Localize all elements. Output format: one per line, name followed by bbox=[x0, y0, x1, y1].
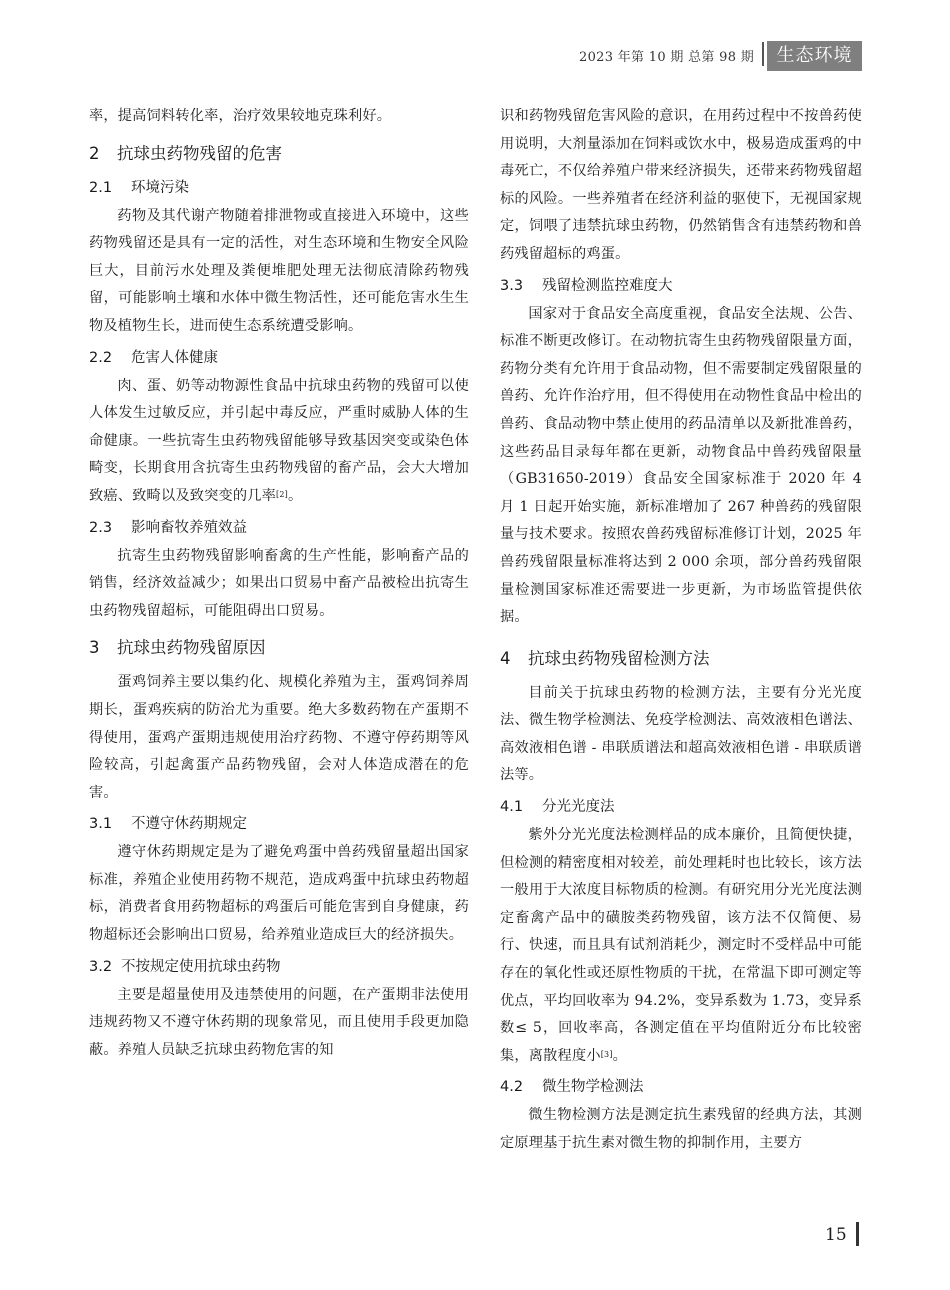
subsection-heading-4-1: 4.1 分光光度法 bbox=[500, 799, 615, 816]
page-number: 15 bbox=[825, 1225, 847, 1245]
section-heading-2: 2 抗球虫药物残留的危害 bbox=[89, 143, 282, 163]
subsection-heading-2-1: 2.1 环境污染 bbox=[89, 179, 189, 196]
paragraph-4: 目前关于抗球虫药物的检测方法，主要有分光光度法、微生物学检测法、免疫学检测法、高效液相色谱法、高效液相色谱 - 串联质谱法和超高效液相色谱 - 串联质谱法等。 bbox=[500, 684, 862, 784]
subsection-heading-3-1: 3.1 不遵守休药期规定 bbox=[89, 816, 247, 833]
paragraph-3-3: 国家对于食品安全高度重视，食品安全法规、公告、标准不断更改修订。在动物抗寄生虫药物残留限量方面，药物分类有允许用于食品动物，但不需要制定残留限量的兽药、允许作治疗用，但不得使用在动物性食品中检出的兽药、食品动物中禁止使用的药品清单以及新批准兽药，这些药品目录每年都在更新，动物食品中兽药残留限量（GB31650-2019）食品安全国家标准于 2020 年 4 月 1 日起开始实施，新标准增加了 267 种兽药的残留限量与技术要求。按照农兽药残留标准修订计划，2025 年兽药残留限量标准将达到 2 000 余项，部分兽药残留限量检测国家标准还需要进一步更新，为市场监管提供依据。 bbox=[500, 305, 862, 626]
citation-ref-3: [3] bbox=[600, 1049, 613, 1059]
subsection-heading-2-2: 2.2 危害人体健康 bbox=[89, 349, 218, 366]
section-heading-3: 3 抗球虫药物残留原因 bbox=[89, 638, 266, 658]
paragraph-3-1: 遵守休药期规定是为了避免鸡蛋中兽药残留量超出国家标准，养殖企业使用药物不规范，造成鸡蛋中抗球虫药物超标，消费者食用药物超标的鸡蛋后可能危害到自身健康，药物超标还会影响出口贸易，给养殖业造成巨大的经济损失。 bbox=[89, 844, 469, 944]
section-heading-4: 4 抗球虫药物残留检测方法 bbox=[500, 648, 710, 668]
citation-ref-2: [2] bbox=[276, 489, 288, 499]
page-number-bar bbox=[856, 1222, 859, 1246]
paragraph-2-1: 药物及其代谢产物随着排泄物或直接进入环境中，这些药物残留还是具有一定的活性，对生态环境和生物安全风险巨大，目前污水处理及粪便堆肥处理无法彻底清除药物残留，可能影响土壤和水体中微生物活性，还可能危害水生生物及植物生长，进而使生态系统遭受影响。 bbox=[89, 207, 469, 334]
paragraph-2-2: 肉、蛋、奶等动物源性食品中抗球虫药物的残留可以使人体发生过敏反应，并引起中毒反应，严重时威胁人体的生命健康。一些抗寄生虫药物残留能够导致基因突变或染色体畸变，长期食用含抗寄生虫药物残留的畜产品，会大大增加致癌、致畸以及致突变的几率[2]。 bbox=[89, 377, 469, 504]
subsection-heading-2-3: 2.3 影响畜牧养殖效益 bbox=[89, 519, 247, 536]
paragraph-continued-right: 识和药物残留危害风险的意识，在用药过程中不按兽药使用说明，大剂量添加在饲料或饮水中，极易造成蛋鸡的中毒死亡，不仅给养殖户带来经济损失，还带来药物残留超标的风险。一些养殖者在经济利益的驱使下，无视国家规定，饲喂了违禁抗球虫药物，仍然销售含有违禁药物和兽药残留超标的鸡蛋。 bbox=[500, 108, 862, 262]
header-divider bbox=[762, 42, 764, 66]
subsection-heading-3-3: 3.3 残留检测监控难度大 bbox=[500, 277, 673, 294]
paragraph-4-2: 微生物检测方法是测定抗生素残留的经典方法，其测定原理基于抗生素对微生物的抑制作用，主要方 bbox=[500, 1107, 862, 1151]
page-header bbox=[0, 0, 950, 80]
paragraph-4-1: 紫外分光光度法检测样品的成本廉价，且简便快捷，但检测的精密度相对较差，前处理耗时也比较长，该方法一般用于大浓度目标物质的检测。有研究用分光光度法测定畜禽产品中的磺胺类药物残留，该方法不仅简便、易行、快速，而且具有试剂消耗少，测定时不受样品中可能存在的氧化性或还原性物质的干扰，在常温下即可测定等优点，平均回收率为 94.2%，变异系数为 1.73，变异系数≤ 5，回收率高，各测定值在平均值附近分布比较密集，离散程度小[3]。 bbox=[500, 827, 862, 1064]
paragraph-continued: 率，提高饲料转化率，治疗效果较地克珠利好。 bbox=[89, 108, 392, 124]
right-column bbox=[500, 103, 862, 1158]
subsection-heading-4-2: 4.2 微生物学检测法 bbox=[500, 1079, 644, 1096]
paragraph-3: 蛋鸡饲养主要以集约化、规模化养殖为主，蛋鸡饲养周期长，蛋鸡疾病的防治尤为重要。绝大多数药物在产蛋期不得使用，蛋鸡产蛋期违规使用治疗药物、不遵守停药期等风险较高，引起禽蛋产品药物残留，会对人体造成潜在的危害。 bbox=[89, 674, 469, 801]
subsection-heading-3-2: 3.2 不按规定使用抗球虫药物 bbox=[89, 958, 281, 975]
paragraph-3-2: 主要是超量使用及违禁使用的问题，在产蛋期非法使用违规药物又不遵守休药期的现象常见，而且使用手段更加隐蔽。养殖人员缺乏抗球虫药物危害的知 bbox=[89, 986, 469, 1058]
left-column bbox=[89, 103, 469, 1064]
journal-title-badge: 生态环境 bbox=[767, 41, 862, 71]
paragraph-2-3: 抗寄生虫药物残留影响畜禽的生产性能，影响畜产品的销售，经济效益减少；如果出口贸易中畜产品被检出抗寄生虫药物残留超标，可能阻碍出口贸易。 bbox=[89, 547, 469, 619]
issue-info: 2023 年第 10 期 总第 98 期 bbox=[579, 50, 754, 65]
